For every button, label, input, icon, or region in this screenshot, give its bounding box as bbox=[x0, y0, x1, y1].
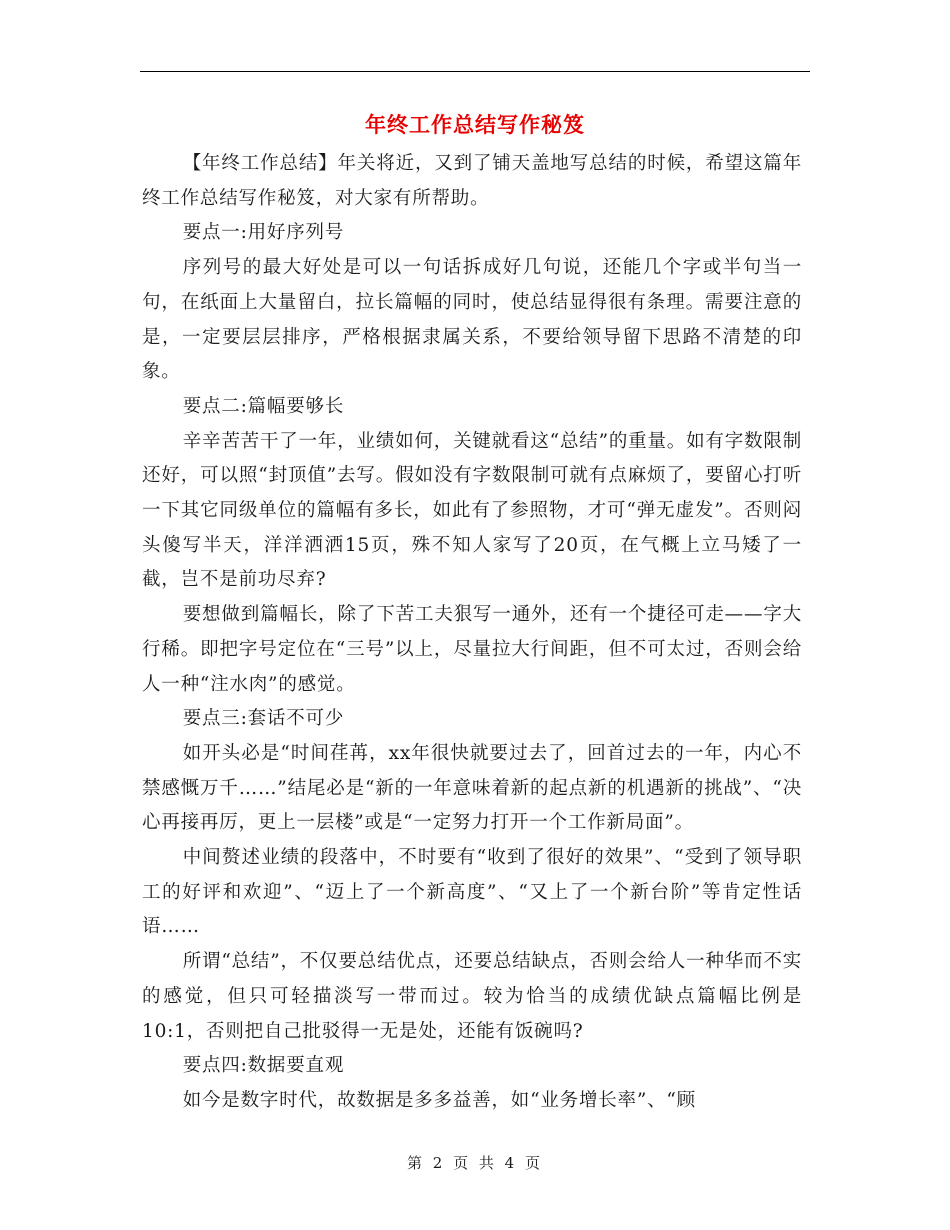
paragraph: 辛辛苦苦干了一年，业绩如何，关键就看这“总结”的重量。如有字数限制还好，可以照“封顶值”去写。假如没有字数限制可就有点麻烦了，要留心打听一下其它同级单位的篇幅有多长，如此有了参照物，才可“弹无虚发”。否则闷头傻写半天，洋洋洒洒15页，殊不知人家写了20页，在气概上立马矮了一截，岂不是前功尽弃? bbox=[142, 430, 802, 591]
document-body bbox=[142, 147, 802, 1119]
document-title: 年终工作总结写作秘笈 bbox=[365, 112, 585, 137]
heading-point-2: 要点二:篇幅要够长 bbox=[182, 395, 345, 417]
paragraph: 所谓“总结”，不仅要总结优点，还要总结缺点，否则会给人一种华而不实的感觉，但只可轻描淡写一带而过。较为恰当的成绩优缺点篇幅比例是10:1，否则把自己批驳得一无是处，还能有饭碗吗? bbox=[142, 951, 802, 1042]
page-number: 第 2 页 共 4 页 bbox=[407, 1154, 543, 1172]
paragraph: 中间赘述业绩的段落中，不时要有“收到了很好的效果”、“受到了领导职工的好评和欢迎”、“迈上了一个新高度”、“又上了一个新台阶”等肯定性话语…… bbox=[142, 847, 802, 938]
header-rule bbox=[140, 71, 810, 72]
paragraph: 序列号的最大好处是可以一句话拆成好几句说，还能几个字或半句当一句，在纸面上大量留白，拉长篇幅的同时，使总结显得很有条理。需要注意的是，一定要层层排序，严格根据隶属关系，不要给领导留下思路不清楚的印象。 bbox=[142, 257, 802, 383]
heading-point-3: 要点三:套话不可少 bbox=[182, 708, 345, 730]
paragraph-intro: 【年终工作总结】年关将近，又到了铺天盖地写总结的时候，希望这篇年终工作总结写作秘笈，对大家有所帮助。 bbox=[142, 153, 802, 209]
paragraph: 如开头必是“时间荏苒，xx年很快就要过去了，回首过去的一年，内心不禁感慨万千……”结尾必是“新的一年意味着新的起点新的机遇新的挑战”、“决心再接再厉，更上一层楼”或是“一定努力打开一个工作新局面”。 bbox=[142, 742, 802, 834]
heading-point-4: 要点四:数据要直观 bbox=[182, 1055, 345, 1077]
paragraph: 要想做到篇幅长，除了下苦工夫狠写一通外，还有一个捷径可走——字大行稀。即把字号定位在“三号”以上，尽量拉大行间距，但不可太过，否则会给人一种“注水肉”的感觉。 bbox=[142, 604, 802, 695]
paragraph: 如今是数字时代，故数据是多多益善，如“业务增长率”、“顾 bbox=[182, 1089, 696, 1111]
heading-point-1: 要点一:用好序列号 bbox=[182, 222, 345, 244]
